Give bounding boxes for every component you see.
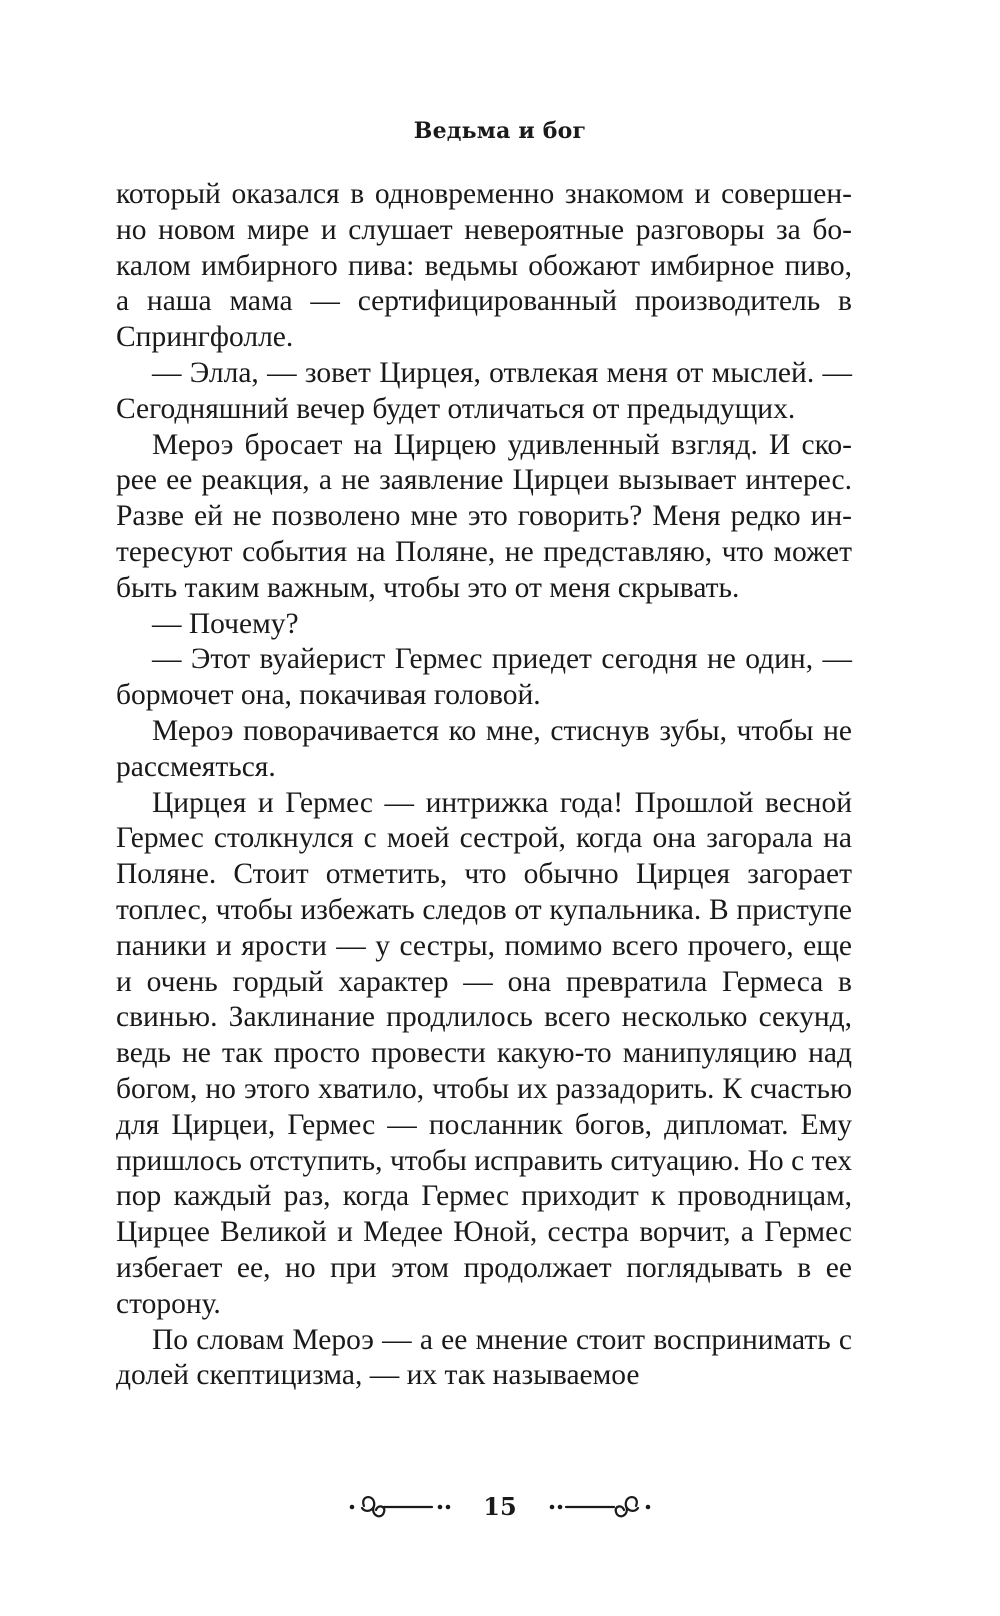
- paragraph: — Этот вуайерист Гермес приедет сегодня не один, — бормочет она, покачивая головой.: [116, 643, 852, 712]
- paragraph: который оказался в одновременно знакомом и совершенно новом мире и слушает невероятные разговоры за бокалом имбирного пива: ведьмы обожают имбирное пиво, а наша мама — сертифицированный производитель в Спрингфолле.: [116, 178, 852, 354]
- paragraph: Цирцея и Гермес — интрижка года! Прошлой весной Гермес столкнулся с моей сестрой, когда она загорала на Поляне. Стоит отметить, что обычно Цирцея загорает топлес, чтобы избежать следов от купальника. В приступе паники и ярости — у сестры, помимо всего прочего, еще и очень гордый характер — она превратила Гермеса в свинью. Заклинание продлилось всего несколько секунд, ведь не так просто провести какую-то манипуляцию над богом, но этого хватило, чтобы их раззадорить. К счастью для Цирцеи, Гермес — посланник богов, дипломат. Ему пришлось отступить, чтобы исправить ситуацию. Но с тех пор каждый раз, когда Гермес приходит к проводницам, Цирцее Великой и Медее Юной, сестра ворчит, а Гермес избегает ее, но при этом продолжает поглядывать в ее сторону.: [116, 786, 852, 1320]
- page-number: 15: [483, 1492, 517, 1521]
- paragraph: Мероэ поворачивается ко мне, стиснув зубы, чтобы не рассмеяться.: [116, 714, 852, 783]
- running-title: Ведьма и бог: [413, 118, 587, 144]
- body-text: [116, 177, 852, 1394]
- paragraph: Мероэ бросает на Цирцею удивленный взгляд. И скорее ее реакция, а не заявление Цирцеи вызывает интерес. Разве ей не позволено мне это говорить? Меня редко интересуют события на Поляне, не представляю, что может быть таким важным, чтобы это от меня скрывать.: [116, 428, 852, 604]
- paragraph: — Элла, — зовет Цирцея, отвлекая меня от мыслей. — Сегодняшний вечер будет отличаться от предыдущих.: [116, 356, 852, 425]
- paragraph: — Почему?: [152, 607, 299, 640]
- paragraph: По словам Мероэ — а ее мнение стоит воспринимать с долей скептицизма, — их так называемое: [116, 1323, 852, 1392]
- page-footer: [0, 1488, 1000, 1528]
